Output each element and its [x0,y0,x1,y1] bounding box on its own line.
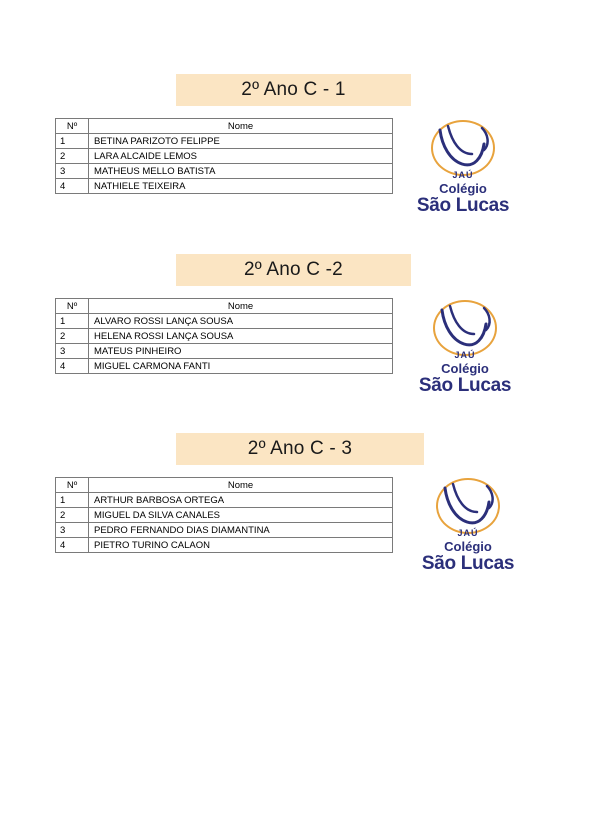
column-header-name: Nome [89,478,393,493]
row-number: 1 [56,134,89,149]
logo-school-name: São Lucas [416,195,510,216]
logo-school-name: São Lucas [421,553,515,574]
row-number: 1 [56,314,89,329]
roster-table-2 [55,298,393,374]
group-title-3: 2º Ano C - 3 [247,438,353,459]
group-title-band-1 [176,74,411,106]
school-logo-2 [405,300,525,396]
student-name: PIETRO TURINO CALAON [89,538,393,553]
row-number: 4 [56,179,89,194]
table-row [56,359,393,374]
table-row [56,134,393,149]
row-number: 2 [56,149,89,164]
table-row [56,508,393,523]
roster-table-3 [55,477,393,553]
student-name: MIGUEL CARMONA FANTI [89,359,393,374]
logo-colegio-text: Colégio [444,539,492,554]
column-header-num: Nº [56,478,89,493]
column-header-num: Nº [56,119,89,134]
table-row [56,179,393,194]
table-row [56,344,393,359]
group-title-2: 2º Ano C -2 [244,259,343,280]
row-number: 3 [56,164,89,179]
column-header-num: Nº [56,299,89,314]
roster-table-1 [55,118,393,194]
row-number: 2 [56,329,89,344]
table-row [56,493,393,508]
logo-jau-text: JAÚ [452,170,474,180]
logo-colegio-text: Colégio [439,181,487,196]
table-row [56,329,393,344]
student-name: MATHEUS MELLO BATISTA [89,164,393,179]
group-title-1: 2º Ano C - 1 [241,79,346,100]
group-title-band-3 [176,433,424,465]
table-row [56,164,393,179]
student-name: HELENA ROSSI LANÇA SOUSA [89,329,393,344]
table-row [56,523,393,538]
student-name: MATEUS PINHEIRO [89,344,393,359]
student-name: MIGUEL DA SILVA CANALES [89,508,393,523]
logo-school-name: São Lucas [418,375,512,396]
logo-jau-text: JAÚ [454,350,476,360]
row-number: 3 [56,523,89,538]
student-name: BETINA PARIZOTO FELIPPE [89,134,393,149]
student-name: PEDRO FERNANDO DIAS DIAMANTINA [89,523,393,538]
school-logo-3 [408,478,528,574]
student-name: ALVARO ROSSI LANÇA SOUSA [89,314,393,329]
table-header-row [56,299,393,314]
row-number: 3 [56,344,89,359]
table-row [56,314,393,329]
student-name: LARA ALCAIDE LEMOS [89,149,393,164]
logo-jau-text: JAÚ [457,528,479,538]
row-number: 4 [56,538,89,553]
student-name: ARTHUR BARBOSA ORTEGA [89,493,393,508]
student-name: NATHIELE TEIXEIRA [89,179,393,194]
group-title-band-2 [176,254,411,286]
school-logo-1 [403,120,523,216]
column-header-name: Nome [89,119,393,134]
logo-colegio-text: Colégio [441,361,489,376]
row-number: 2 [56,508,89,523]
table-header-row [56,119,393,134]
row-number: 1 [56,493,89,508]
column-header-name: Nome [89,299,393,314]
table-row [56,149,393,164]
row-number: 4 [56,359,89,374]
table-header-row [56,478,393,493]
table-row [56,538,393,553]
